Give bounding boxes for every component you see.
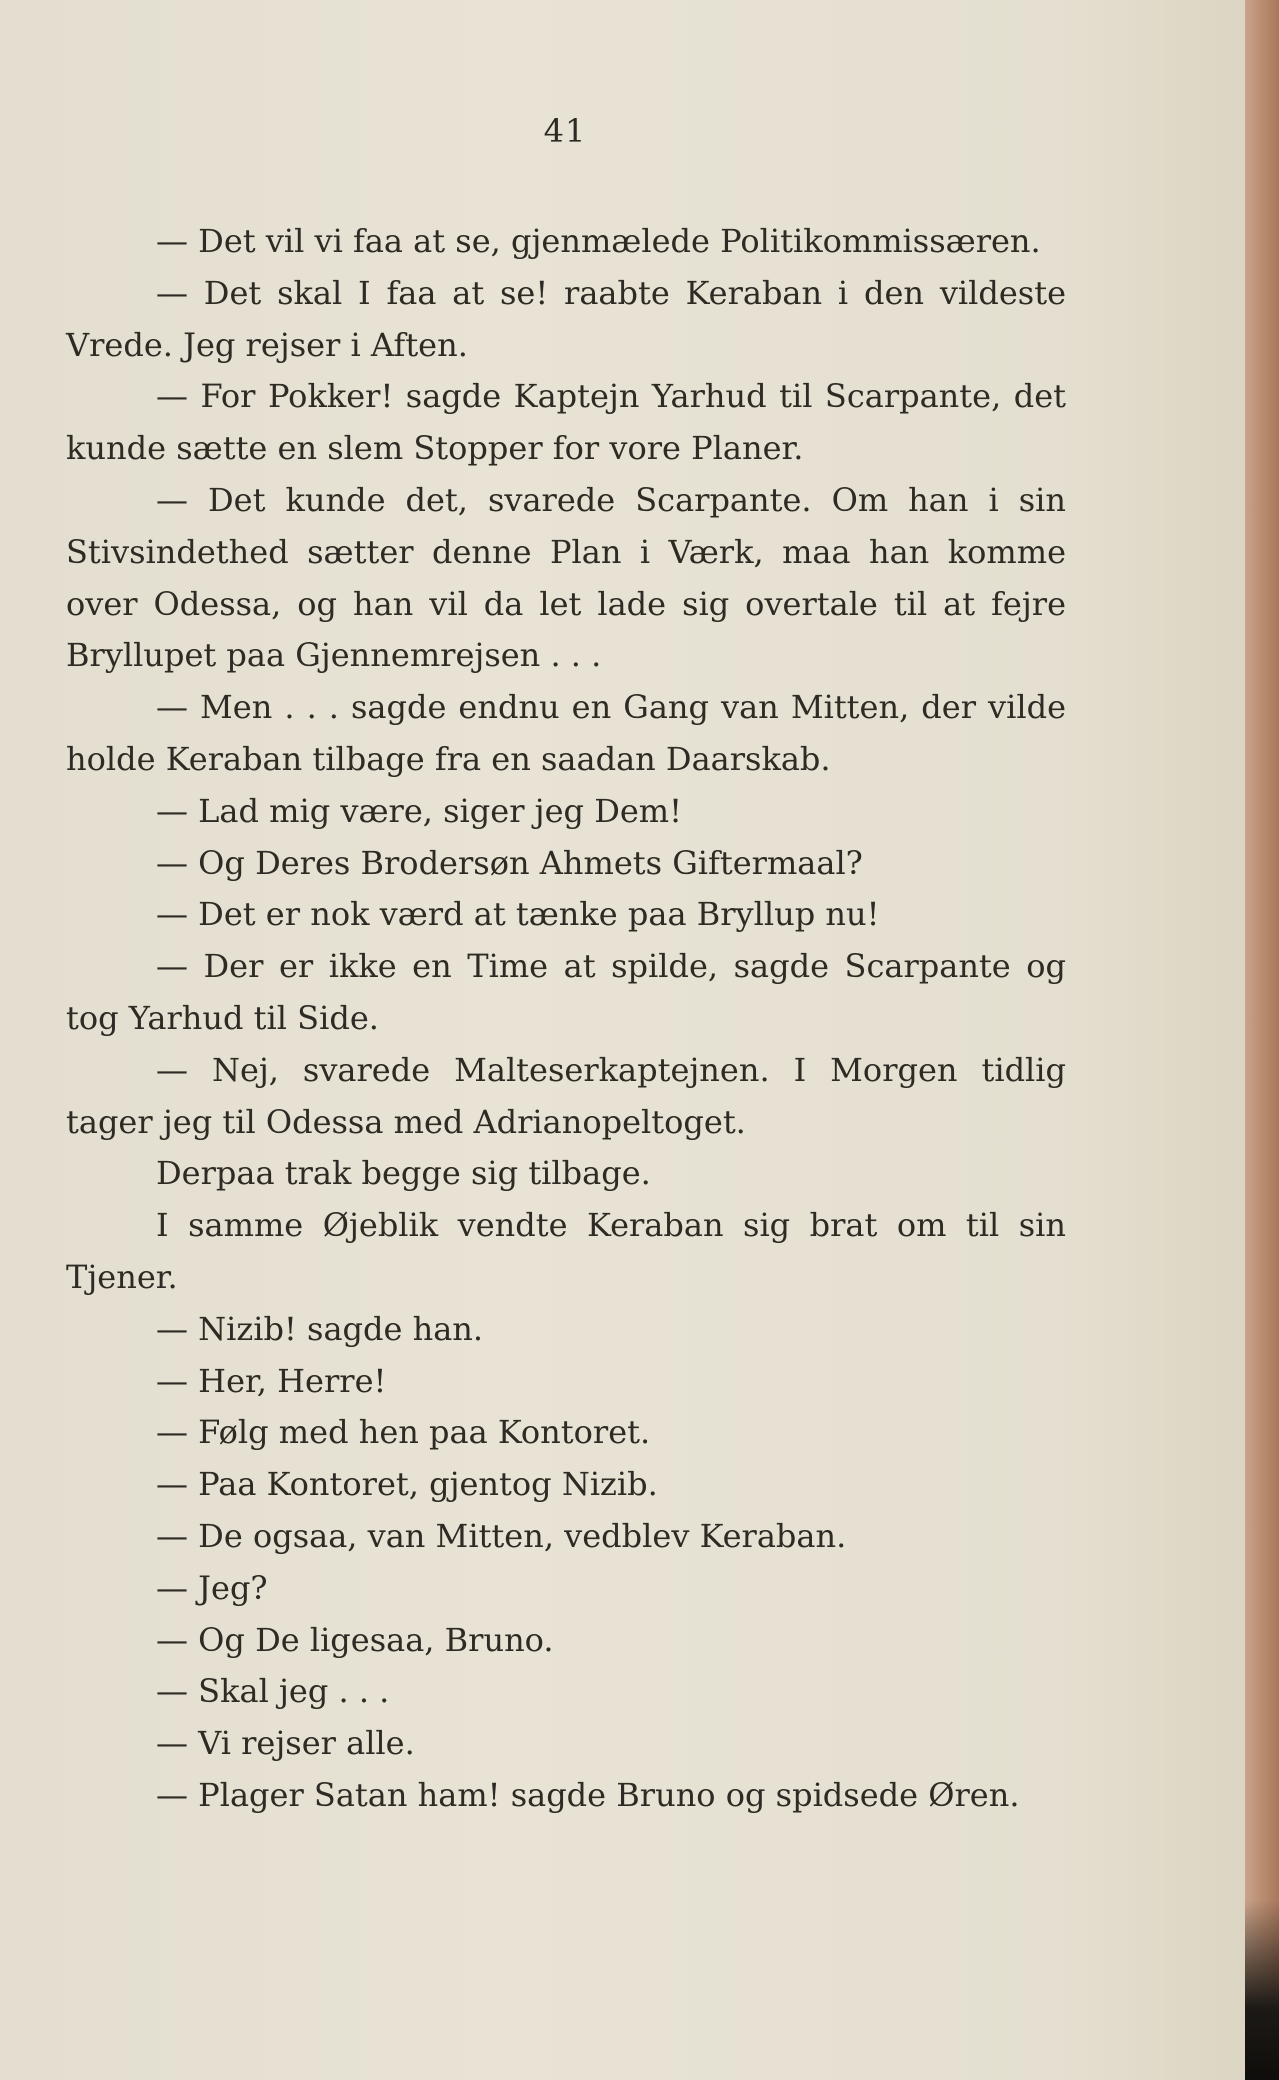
paragraph: I samme Øjeblik vendte Keraban sig brat om til sin Tjener. [66, 1206, 1066, 1296]
paragraph: — Nej, svarede Malteserkaptejnen. I Morgen tidlig tager jeg til Odessa med Adrianopeltoget. [66, 1050, 1066, 1141]
paragraph: — Og De ligesaa, Bruno. [156, 1620, 554, 1659]
paragraph: — Skal jeg . . . [156, 1672, 390, 1711]
paragraph: — Det er nok værd at tænke paa Bryllup nu! [156, 895, 880, 934]
paragraph: — Lad mig være, siger jeg Dem! [156, 791, 682, 830]
paragraph: — Plager Satan ham! sagde Bruno og spidsede Øren. [156, 1775, 1020, 1814]
paragraph: — Der er ikke en Time at spilde, sagde Scarpante og tog Yarhud til Side. [66, 947, 1066, 1037]
paragraph: — Vi rejser alle. [156, 1724, 415, 1763]
paragraph: — Nizib! sagde han. [156, 1309, 484, 1348]
corner-shadow [1245, 1900, 1279, 2080]
paragraph: — Paa Kontoret, gjentog Nizib. [156, 1465, 658, 1504]
paragraph: — Følg med hen paa Kontoret. [156, 1413, 651, 1452]
page-edge [1245, 0, 1279, 2080]
paragraph: — De ogsaa, van Mitten, vedblev Keraban. [156, 1516, 847, 1555]
paragraph: — Det kunde det, svarede Scarpante. Om han i sin Stivsindethed sætter denne Plan i Værk, maa han komme over Odessa, og han vil da let lade sig overtale til at fejre Bryllupet paa Gjennemrejsen . . . [66, 480, 1066, 675]
page-text [66, 216, 1066, 1822]
paragraph: — Jeg? [156, 1568, 268, 1607]
paragraph: — Det vil vi faa at se, gjenmælede Politikommissæren. [156, 222, 1041, 260]
paragraph: Derpaa trak begge sig tilbage. [156, 1154, 651, 1193]
paragraph: — Det skal I faa at se! raabte Keraban i den vildeste Vrede. Jeg rejser i Aften. [66, 273, 1066, 364]
paragraph: — Og Deres Brodersøn Ahmets Giftermaal? [156, 843, 863, 882]
paragraph: — For Pokker! sagde Kaptejn Yarhud til Scarpante, det kunde sætte en slem Stopper for vore Planer. [66, 377, 1066, 468]
paragraph: — Her, Herre! [156, 1361, 387, 1400]
paragraph: — Men . . . sagde endnu en Gang van Mitten, der vilde holde Keraban tilbage fra en saadan Daarskab. [66, 688, 1066, 778]
page-number: 41 [543, 112, 587, 150]
